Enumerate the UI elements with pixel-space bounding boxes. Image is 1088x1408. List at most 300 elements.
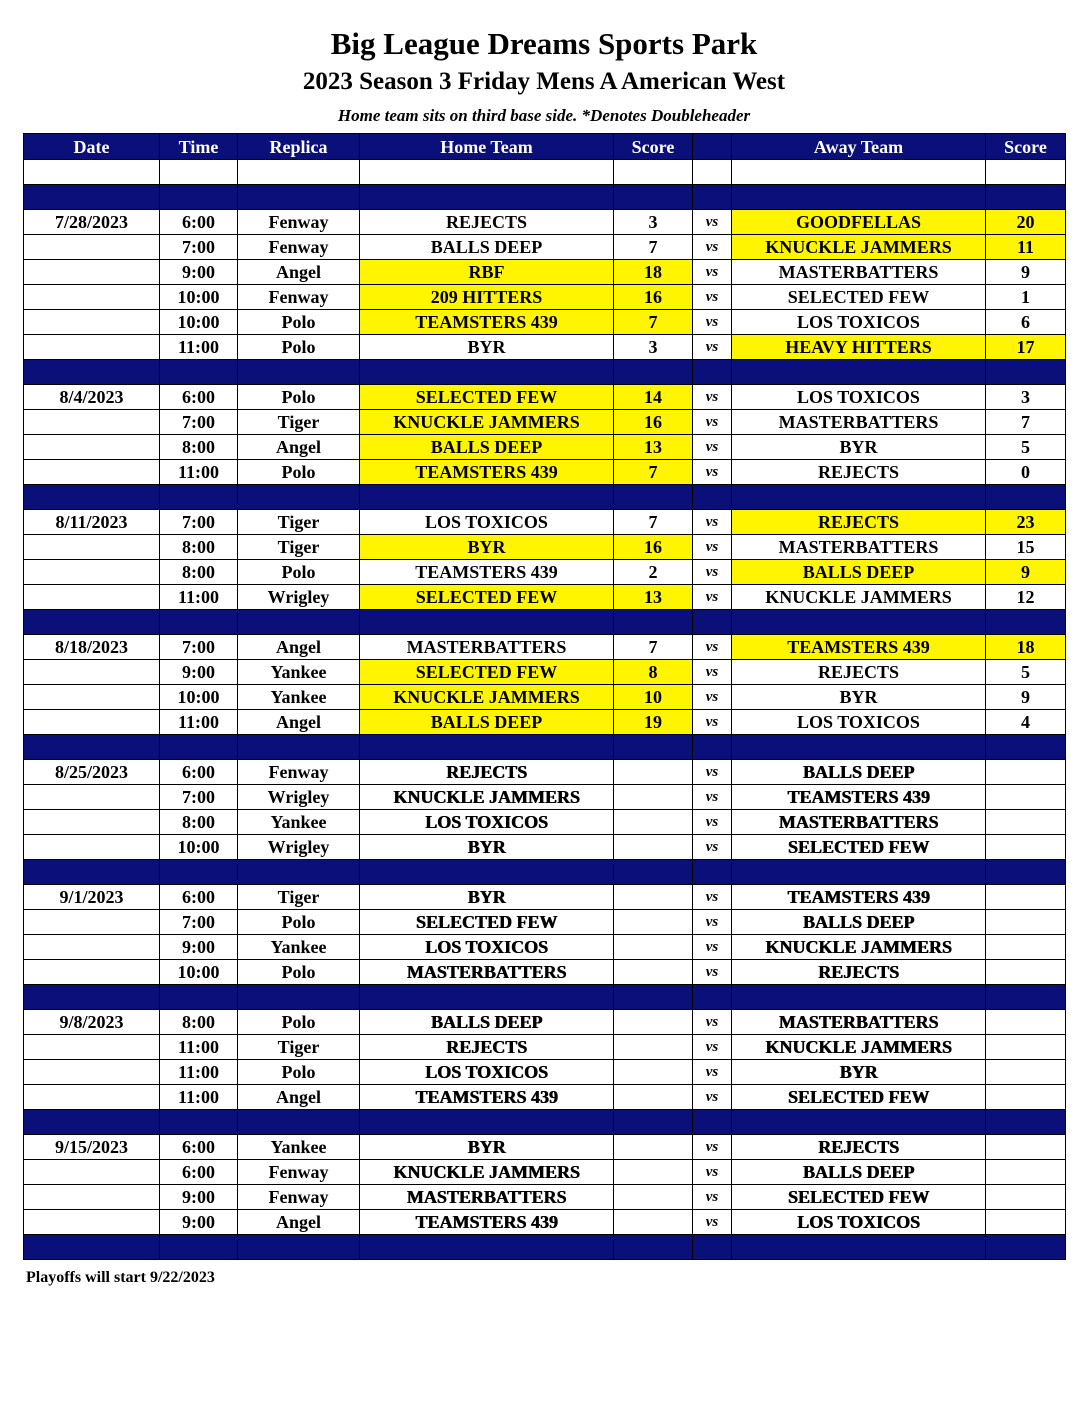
- column-header-replica: Replica: [238, 134, 360, 160]
- separator-cell: [693, 610, 732, 635]
- away-team: REJECTS: [732, 960, 986, 985]
- home-score: 10: [614, 685, 693, 710]
- game-field: Tiger: [238, 885, 360, 910]
- week-separator-row: [24, 1110, 1066, 1135]
- game-time: 7:00: [160, 235, 238, 260]
- game-time: 8:00: [160, 560, 238, 585]
- separator-cell: [238, 610, 360, 635]
- away-team: MASTERBATTERS: [732, 410, 986, 435]
- home-team: REJECTS: [360, 210, 614, 235]
- game-field: Yankee: [238, 685, 360, 710]
- vs-label: vs: [693, 1210, 732, 1235]
- column-header-home-score: Score: [614, 134, 693, 160]
- game-field: Yankee: [238, 660, 360, 685]
- vs-label: vs: [693, 510, 732, 535]
- game-time: 9:00: [160, 660, 238, 685]
- game-time: 11:00: [160, 460, 238, 485]
- home-score: 7: [614, 460, 693, 485]
- game-date: [24, 410, 160, 435]
- away-score: 6: [986, 310, 1066, 335]
- away-score: 9: [986, 260, 1066, 285]
- week-separator-row: [24, 985, 1066, 1010]
- separator-cell: [986, 1110, 1066, 1135]
- game-row: [24, 810, 1066, 835]
- separator-cell: [614, 860, 693, 885]
- vs-label: vs: [693, 460, 732, 485]
- home-score: [614, 1185, 693, 1210]
- blank-row: [24, 160, 1066, 185]
- game-date: [24, 810, 160, 835]
- game-date: [24, 1085, 160, 1110]
- vs-label: vs: [693, 535, 732, 560]
- vs-label: vs: [693, 1010, 732, 1035]
- separator-cell: [986, 360, 1066, 385]
- game-time: 11:00: [160, 710, 238, 735]
- away-score: [986, 960, 1066, 985]
- away-team: KNUCKLE JAMMERS: [732, 1035, 986, 1060]
- separator-cell: [732, 485, 986, 510]
- game-row: [24, 260, 1066, 285]
- home-team: TEAMSTERS 439: [360, 310, 614, 335]
- game-row: [24, 560, 1066, 585]
- away-team: LOS TOXICOS: [732, 1210, 986, 1235]
- away-score: 23: [986, 510, 1066, 535]
- week-separator-row: [24, 735, 1066, 760]
- home-team: TEAMSTERS 439: [360, 560, 614, 585]
- vs-label: vs: [693, 785, 732, 810]
- game-field: Angel: [238, 260, 360, 285]
- home-team: MASTERBATTERS: [360, 1185, 614, 1210]
- page-subtitle: 2023 Season 3 Friday Mens A American West: [302, 68, 786, 95]
- away-team: MASTERBATTERS: [732, 535, 986, 560]
- game-field: Polo: [238, 1010, 360, 1035]
- game-row: [24, 385, 1066, 410]
- home-team: BYR: [360, 835, 614, 860]
- page-note: Home team sits on third base side. *Denotes Doubleheader: [337, 106, 751, 125]
- vs-label: vs: [693, 660, 732, 685]
- home-score: [614, 810, 693, 835]
- game-time: 10:00: [160, 835, 238, 860]
- game-row: [24, 835, 1066, 860]
- home-team: LOS TOXICOS: [360, 810, 614, 835]
- separator-cell: [693, 1110, 732, 1135]
- home-team: TEAMSTERS 439: [360, 1085, 614, 1110]
- away-score: 4: [986, 710, 1066, 735]
- game-time: 10:00: [160, 960, 238, 985]
- game-time: 7:00: [160, 410, 238, 435]
- home-score: 3: [614, 335, 693, 360]
- separator-cell: [732, 360, 986, 385]
- game-date: [24, 1060, 160, 1085]
- game-date: [24, 935, 160, 960]
- home-score: 18: [614, 260, 693, 285]
- game-field: Polo: [238, 560, 360, 585]
- game-date: 8/25/2023: [24, 760, 160, 785]
- vs-label: vs: [693, 435, 732, 460]
- vs-label: vs: [693, 760, 732, 785]
- game-row: [24, 460, 1066, 485]
- separator-cell: [360, 1110, 614, 1135]
- away-score: 9: [986, 560, 1066, 585]
- game-date: [24, 1210, 160, 1235]
- game-date: 8/11/2023: [24, 510, 160, 535]
- game-row: [24, 210, 1066, 235]
- game-row: [24, 1060, 1066, 1085]
- away-team: BYR: [732, 435, 986, 460]
- separator-cell: [24, 185, 160, 210]
- game-field: Tiger: [238, 1035, 360, 1060]
- away-team: LOS TOXICOS: [732, 385, 986, 410]
- blank-cell: [360, 160, 614, 185]
- home-team: LOS TOXICOS: [360, 510, 614, 535]
- column-header-home-team: Home Team: [360, 134, 614, 160]
- separator-cell: [614, 1110, 693, 1135]
- away-team: TEAMSTERS 439: [732, 635, 986, 660]
- separator-cell: [986, 610, 1066, 635]
- away-team: BALLS DEEP: [732, 910, 986, 935]
- week-separator-row: [24, 185, 1066, 210]
- schedule-body: [24, 160, 1066, 1260]
- away-team: REJECTS: [732, 510, 986, 535]
- away-team: KNUCKLE JAMMERS: [732, 585, 986, 610]
- game-time: 8:00: [160, 1010, 238, 1035]
- game-time: 7:00: [160, 785, 238, 810]
- separator-cell: [360, 185, 614, 210]
- away-score: 15: [986, 535, 1066, 560]
- game-date: [24, 710, 160, 735]
- separator-cell: [24, 735, 160, 760]
- vs-label: vs: [693, 1035, 732, 1060]
- game-row: [24, 335, 1066, 360]
- blank-cell: [732, 160, 986, 185]
- blank-cell: [986, 160, 1066, 185]
- separator-cell: [732, 1110, 986, 1135]
- home-team: BYR: [360, 535, 614, 560]
- separator-cell: [986, 860, 1066, 885]
- separator-cell: [24, 860, 160, 885]
- home-team: 209 HITTERS: [360, 285, 614, 310]
- game-date: [24, 285, 160, 310]
- separator-cell: [238, 360, 360, 385]
- separator-cell: [160, 735, 238, 760]
- home-score: [614, 1060, 693, 1085]
- home-team: MASTERBATTERS: [360, 960, 614, 985]
- separator-cell: [360, 735, 614, 760]
- game-row: [24, 1010, 1066, 1035]
- game-time: 11:00: [160, 1035, 238, 1060]
- home-score: 2: [614, 560, 693, 585]
- home-score: [614, 835, 693, 860]
- separator-cell: [732, 610, 986, 635]
- away-score: [986, 1035, 1066, 1060]
- game-time: 11:00: [160, 1060, 238, 1085]
- game-time: 8:00: [160, 435, 238, 460]
- home-team: RBF: [360, 260, 614, 285]
- game-time: 6:00: [160, 1160, 238, 1185]
- game-date: 7/28/2023: [24, 210, 160, 235]
- game-date: 9/15/2023: [24, 1135, 160, 1160]
- game-time: 6:00: [160, 210, 238, 235]
- separator-cell: [614, 735, 693, 760]
- game-date: 8/4/2023: [24, 385, 160, 410]
- separator-cell: [360, 860, 614, 885]
- home-team: TEAMSTERS 439: [360, 1210, 614, 1235]
- away-score: [986, 1210, 1066, 1235]
- separator-cell: [614, 1235, 693, 1260]
- separator-cell: [238, 860, 360, 885]
- away-team: GOODFELLAS: [732, 210, 986, 235]
- separator-cell: [986, 485, 1066, 510]
- away-team: LOS TOXICOS: [732, 710, 986, 735]
- game-date: [24, 335, 160, 360]
- game-date: [24, 435, 160, 460]
- separator-cell: [160, 610, 238, 635]
- away-team: BYR: [732, 1060, 986, 1085]
- game-row: [24, 235, 1066, 260]
- vs-label: vs: [693, 585, 732, 610]
- game-field: Yankee: [238, 935, 360, 960]
- page-title: Big League Dreams Sports Park: [330, 26, 758, 61]
- game-date: [24, 960, 160, 985]
- home-score: 13: [614, 435, 693, 460]
- away-team: SELECTED FEW: [732, 1085, 986, 1110]
- separator-cell: [360, 1235, 614, 1260]
- game-time: 9:00: [160, 935, 238, 960]
- separator-cell: [160, 185, 238, 210]
- game-time: 9:00: [160, 260, 238, 285]
- away-team: LOS TOXICOS: [732, 310, 986, 335]
- home-score: 7: [614, 235, 693, 260]
- game-row: [24, 685, 1066, 710]
- column-header-vs: [693, 134, 732, 160]
- blank-cell: [160, 160, 238, 185]
- week-separator-row: [24, 360, 1066, 385]
- separator-cell: [986, 735, 1066, 760]
- separator-cell: [614, 610, 693, 635]
- away-team: SELECTED FEW: [732, 285, 986, 310]
- separator-cell: [238, 985, 360, 1010]
- game-field: Fenway: [238, 1160, 360, 1185]
- game-date: 8/18/2023: [24, 635, 160, 660]
- vs-label: vs: [693, 835, 732, 860]
- separator-cell: [160, 1235, 238, 1260]
- game-field: Wrigley: [238, 835, 360, 860]
- away-team: BALLS DEEP: [732, 760, 986, 785]
- home-score: [614, 1085, 693, 1110]
- week-separator-row: [24, 1235, 1066, 1260]
- away-score: [986, 1135, 1066, 1160]
- separator-cell: [614, 985, 693, 1010]
- away-team: BALLS DEEP: [732, 560, 986, 585]
- game-row: [24, 410, 1066, 435]
- separator-cell: [24, 985, 160, 1010]
- game-row: [24, 585, 1066, 610]
- game-time: 10:00: [160, 310, 238, 335]
- home-team: SELECTED FEW: [360, 910, 614, 935]
- home-team: SELECTED FEW: [360, 585, 614, 610]
- week-separator-row: [24, 485, 1066, 510]
- game-date: [24, 910, 160, 935]
- game-time: 7:00: [160, 910, 238, 935]
- game-row: [24, 435, 1066, 460]
- game-date: [24, 685, 160, 710]
- game-row: [24, 710, 1066, 735]
- away-score: 5: [986, 660, 1066, 685]
- separator-cell: [238, 185, 360, 210]
- home-team: MASTERBATTERS: [360, 635, 614, 660]
- home-team: REJECTS: [360, 1035, 614, 1060]
- separator-cell: [24, 485, 160, 510]
- vs-label: vs: [693, 710, 732, 735]
- game-time: 6:00: [160, 1135, 238, 1160]
- home-score: [614, 885, 693, 910]
- game-date: [24, 535, 160, 560]
- game-time: 11:00: [160, 585, 238, 610]
- home-score: [614, 935, 693, 960]
- home-score: 13: [614, 585, 693, 610]
- home-team: KNUCKLE JAMMERS: [360, 410, 614, 435]
- away-score: [986, 935, 1066, 960]
- game-time: 11:00: [160, 1085, 238, 1110]
- away-score: [986, 810, 1066, 835]
- away-score: 0: [986, 460, 1066, 485]
- home-score: [614, 760, 693, 785]
- game-time: 6:00: [160, 885, 238, 910]
- separator-cell: [986, 985, 1066, 1010]
- vs-label: vs: [693, 210, 732, 235]
- game-date: [24, 310, 160, 335]
- game-date: [24, 785, 160, 810]
- week-separator-row: [24, 610, 1066, 635]
- separator-cell: [24, 1235, 160, 1260]
- separator-cell: [986, 1235, 1066, 1260]
- away-team: BALLS DEEP: [732, 1160, 986, 1185]
- game-field: Angel: [238, 435, 360, 460]
- away-team: KNUCKLE JAMMERS: [732, 935, 986, 960]
- separator-cell: [614, 485, 693, 510]
- separator-cell: [160, 360, 238, 385]
- away-score: [986, 885, 1066, 910]
- blank-cell: [24, 160, 160, 185]
- away-score: [986, 760, 1066, 785]
- vs-label: vs: [693, 685, 732, 710]
- home-score: [614, 1010, 693, 1035]
- home-team: BYR: [360, 1135, 614, 1160]
- game-field: Fenway: [238, 235, 360, 260]
- game-field: Polo: [238, 460, 360, 485]
- home-team: BALLS DEEP: [360, 710, 614, 735]
- home-score: [614, 1035, 693, 1060]
- game-field: Polo: [238, 960, 360, 985]
- away-team: REJECTS: [732, 460, 986, 485]
- separator-cell: [732, 185, 986, 210]
- game-row: [24, 510, 1066, 535]
- game-field: Angel: [238, 1085, 360, 1110]
- separator-cell: [24, 360, 160, 385]
- away-team: MASTERBATTERS: [732, 1010, 986, 1035]
- vs-label: vs: [693, 885, 732, 910]
- vs-label: vs: [693, 1160, 732, 1185]
- game-row: [24, 1185, 1066, 1210]
- table-header-row: [24, 134, 1066, 160]
- game-field: Polo: [238, 1060, 360, 1085]
- home-score: 16: [614, 285, 693, 310]
- game-time: 8:00: [160, 535, 238, 560]
- game-time: 10:00: [160, 685, 238, 710]
- away-score: [986, 785, 1066, 810]
- home-team: TEAMSTERS 439: [360, 460, 614, 485]
- vs-label: vs: [693, 1135, 732, 1160]
- column-header-date: Date: [24, 134, 160, 160]
- game-date: [24, 260, 160, 285]
- away-team: TEAMSTERS 439: [732, 785, 986, 810]
- separator-cell: [238, 1110, 360, 1135]
- away-team: SELECTED FEW: [732, 835, 986, 860]
- away-score: 12: [986, 585, 1066, 610]
- game-date: [24, 835, 160, 860]
- home-team: BALLS DEEP: [360, 235, 614, 260]
- separator-cell: [160, 485, 238, 510]
- separator-cell: [693, 735, 732, 760]
- separator-cell: [732, 1235, 986, 1260]
- game-field: Tiger: [238, 410, 360, 435]
- game-field: Fenway: [238, 760, 360, 785]
- game-field: Yankee: [238, 810, 360, 835]
- game-field: Angel: [238, 710, 360, 735]
- vs-label: vs: [693, 560, 732, 585]
- home-team: LOS TOXICOS: [360, 935, 614, 960]
- vs-label: vs: [693, 935, 732, 960]
- home-team: KNUCKLE JAMMERS: [360, 785, 614, 810]
- separator-cell: [614, 360, 693, 385]
- separator-cell: [693, 185, 732, 210]
- home-team: BALLS DEEP: [360, 1010, 614, 1035]
- vs-label: vs: [693, 910, 732, 935]
- away-score: [986, 910, 1066, 935]
- game-row: [24, 910, 1066, 935]
- separator-cell: [360, 985, 614, 1010]
- home-team: SELECTED FEW: [360, 385, 614, 410]
- away-team: SELECTED FEW: [732, 1185, 986, 1210]
- away-score: [986, 1085, 1066, 1110]
- away-team: REJECTS: [732, 1135, 986, 1160]
- away-score: [986, 1060, 1066, 1085]
- game-row: [24, 885, 1066, 910]
- away-score: 3: [986, 385, 1066, 410]
- away-team: MASTERBATTERS: [732, 810, 986, 835]
- game-time: 10:00: [160, 285, 238, 310]
- home-team: BYR: [360, 885, 614, 910]
- column-header-away-team: Away Team: [732, 134, 986, 160]
- game-field: Fenway: [238, 285, 360, 310]
- playoffs-note: Playoffs will start 9/22/2023: [26, 1269, 215, 1286]
- separator-cell: [732, 860, 986, 885]
- away-score: [986, 1010, 1066, 1035]
- game-row: [24, 285, 1066, 310]
- away-team: REJECTS: [732, 660, 986, 685]
- vs-label: vs: [693, 260, 732, 285]
- vs-label: vs: [693, 1185, 732, 1210]
- game-field: Angel: [238, 1210, 360, 1235]
- vs-label: vs: [693, 385, 732, 410]
- game-time: 6:00: [160, 760, 238, 785]
- separator-cell: [732, 735, 986, 760]
- vs-label: vs: [693, 635, 732, 660]
- game-field: Yankee: [238, 1135, 360, 1160]
- game-date: [24, 235, 160, 260]
- game-field: Wrigley: [238, 785, 360, 810]
- home-score: 16: [614, 410, 693, 435]
